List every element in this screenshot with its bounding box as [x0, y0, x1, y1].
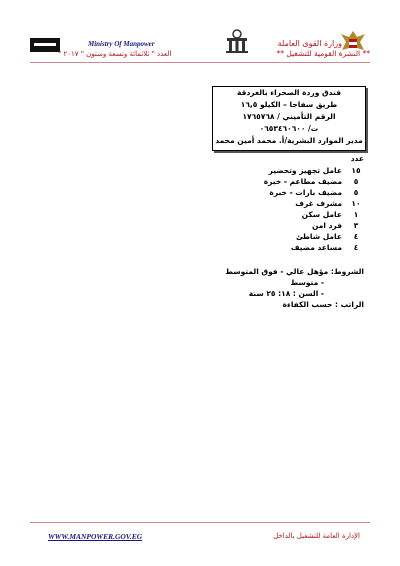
footer-department: الإدارة العامة للتشغيل بالداخل — [273, 532, 360, 540]
job-title: مشرف غرف — [295, 199, 342, 208]
job-title: عامل تجهيز وتحضير — [268, 166, 342, 175]
job-count: ١ — [353, 210, 359, 219]
ministry-name-en: Ministry Of Manpower — [88, 40, 155, 48]
job-count: ٤ — [353, 232, 359, 241]
company-phone: ت/ ٠٦٥٣٤٦٠٦٠٠ — [259, 124, 319, 133]
ministry-name-ar: وزارة القوى العاملة — [277, 39, 342, 48]
conditions-age: - السن : ١٨: ٢٥ سنة — [248, 289, 324, 298]
job-count: ١٥ — [351, 166, 361, 175]
job-count: ١٠ — [351, 199, 361, 208]
job-title: مضيف مطاعم - خبرة — [263, 177, 342, 186]
job-count: ٥ — [353, 177, 359, 186]
job-item — [214, 176, 364, 187]
website-link[interactable]: WWW.MANPOWER.GOV.EG — [48, 532, 143, 541]
company-manager: مدير الموارد البشرية/أ. محمد أمين محمد — [215, 136, 363, 145]
job-title: مضيف بارات - خبرة — [269, 188, 342, 197]
ministry-logo-icon — [225, 28, 249, 54]
flag-logo-icon — [30, 38, 60, 52]
jobs-list — [214, 165, 364, 253]
company-name: فندق وردة الصحراء بالغردقة — [236, 88, 341, 97]
company-insurance-number: الرقم التأميني / ١٧٦٥٧٦٨ — [242, 112, 336, 121]
bulletin-title: ** النشرة القومية للتشغيل ** — [276, 49, 370, 58]
company-info-box — [212, 86, 366, 151]
jobs-count-header: عدد — [350, 154, 364, 163]
job-item — [214, 187, 364, 198]
job-item — [214, 165, 364, 176]
conditions-qualification: الشروط: مؤهل عالي - فوق المتوسط — [225, 267, 364, 276]
issue-number: العدد " ثلاثمائة وتسعة وستون " ٢٠١٧ " — [58, 50, 172, 58]
job-item — [214, 198, 364, 209]
footer-divider — [30, 522, 370, 523]
header-divider — [30, 62, 370, 63]
company-address: طريق سفاجا – الكيلو ١٦,٥ — [240, 100, 338, 109]
job-item — [214, 231, 364, 242]
job-item — [214, 220, 364, 231]
job-title: مساعد مضيف — [290, 243, 342, 252]
job-count: ٤ — [353, 243, 359, 252]
job-count: ٥ — [353, 188, 359, 197]
job-count: ٣ — [353, 221, 359, 230]
conditions-block — [225, 266, 364, 310]
job-title: عامل سكن — [301, 210, 342, 219]
conditions-qualification-alt: - متوسط — [290, 278, 324, 287]
job-item — [214, 242, 364, 253]
job-item — [214, 209, 364, 220]
job-title: فرد امن — [312, 221, 342, 230]
conditions-salary: الراتب : حسب الكفاءة — [282, 300, 364, 309]
job-title: عامل شاطئ — [295, 232, 342, 241]
